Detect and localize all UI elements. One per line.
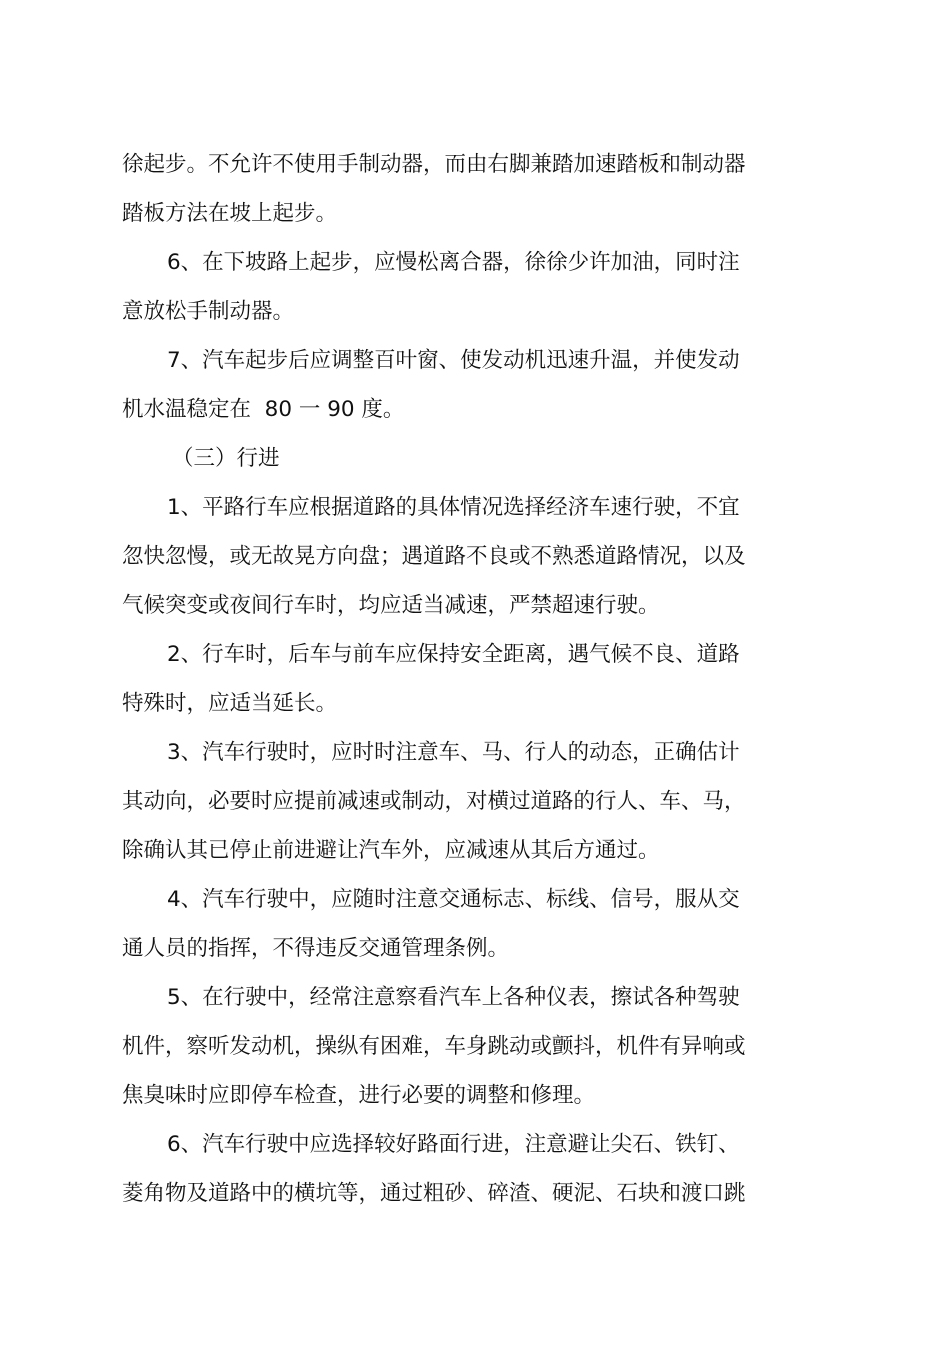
text-line: 机件，察听发动机，操纵有困难，车身跳动或颤抖，机件有异响或 (122, 1034, 746, 1059)
text-line: 机水温稳定在 80 一 90 度。 (122, 397, 405, 422)
text-line: 特殊时，应适当延长。 (122, 691, 338, 716)
text-line: 其动向，必要时应提前减速或制动，对横过道路的行人、车、马， (122, 789, 746, 814)
text-line: 6、汽车行驶中应选择较好路面行进，注意避让尖石、铁钉、 (167, 1132, 740, 1157)
text-line: 踏板方法在坡上起步。 (122, 201, 338, 226)
text-line: 徐起步。不允许不使用手制动器，而由右脚兼踏加速踏板和制动器 (122, 152, 746, 177)
text-line: 焦臭味时应即停车检查，进行必要的调整和修理。 (122, 1083, 596, 1108)
text-line: 5、在行驶中，经常注意察看汽车上各种仪表，擦试各种驾驶 (167, 985, 740, 1010)
text-line: 2、行车时，后车与前车应保持安全距离，遇气候不良、道路 (167, 642, 740, 667)
text-line: 忽快忽慢，或无故晃方向盘；遇道路不良或不熟悉道路情况，以及 (122, 544, 746, 569)
text-line: 气候突变或夜间行车时，均应适当减速，严禁超速行驶。 (122, 593, 660, 618)
text-line: 3、汽车行驶时，应时时注意车、马、行人的动态，正确估计 (167, 740, 740, 765)
text-line: 菱角物及道路中的横坑等，通过粗砂、碎渣、硬泥、石块和渡口跳 (122, 1181, 746, 1206)
text-line: 7、汽车起步后应调整百叶窗、使发动机迅速升温，并使发动 (167, 348, 740, 373)
text-line: 1、平路行车应根据道路的具体情况选择经济车速行驶，不宜 (167, 495, 740, 520)
text-line: 4、汽车行驶中，应随时注意交通标志、标线、信号，服从交 (167, 887, 740, 912)
text-line: 通人员的指挥，不得违反交通管理条例。 (122, 936, 510, 961)
text-line: 除确认其已停止前进避让汽车外，应减速从其后方通过。 (122, 838, 660, 863)
section-heading: （三）行进 (172, 446, 280, 471)
text-line: 意放松手制动器。 (122, 299, 295, 324)
text-line: 6、在下坡路上起步，应慢松离合器，徐徐少许加油，同时注 (167, 250, 740, 275)
